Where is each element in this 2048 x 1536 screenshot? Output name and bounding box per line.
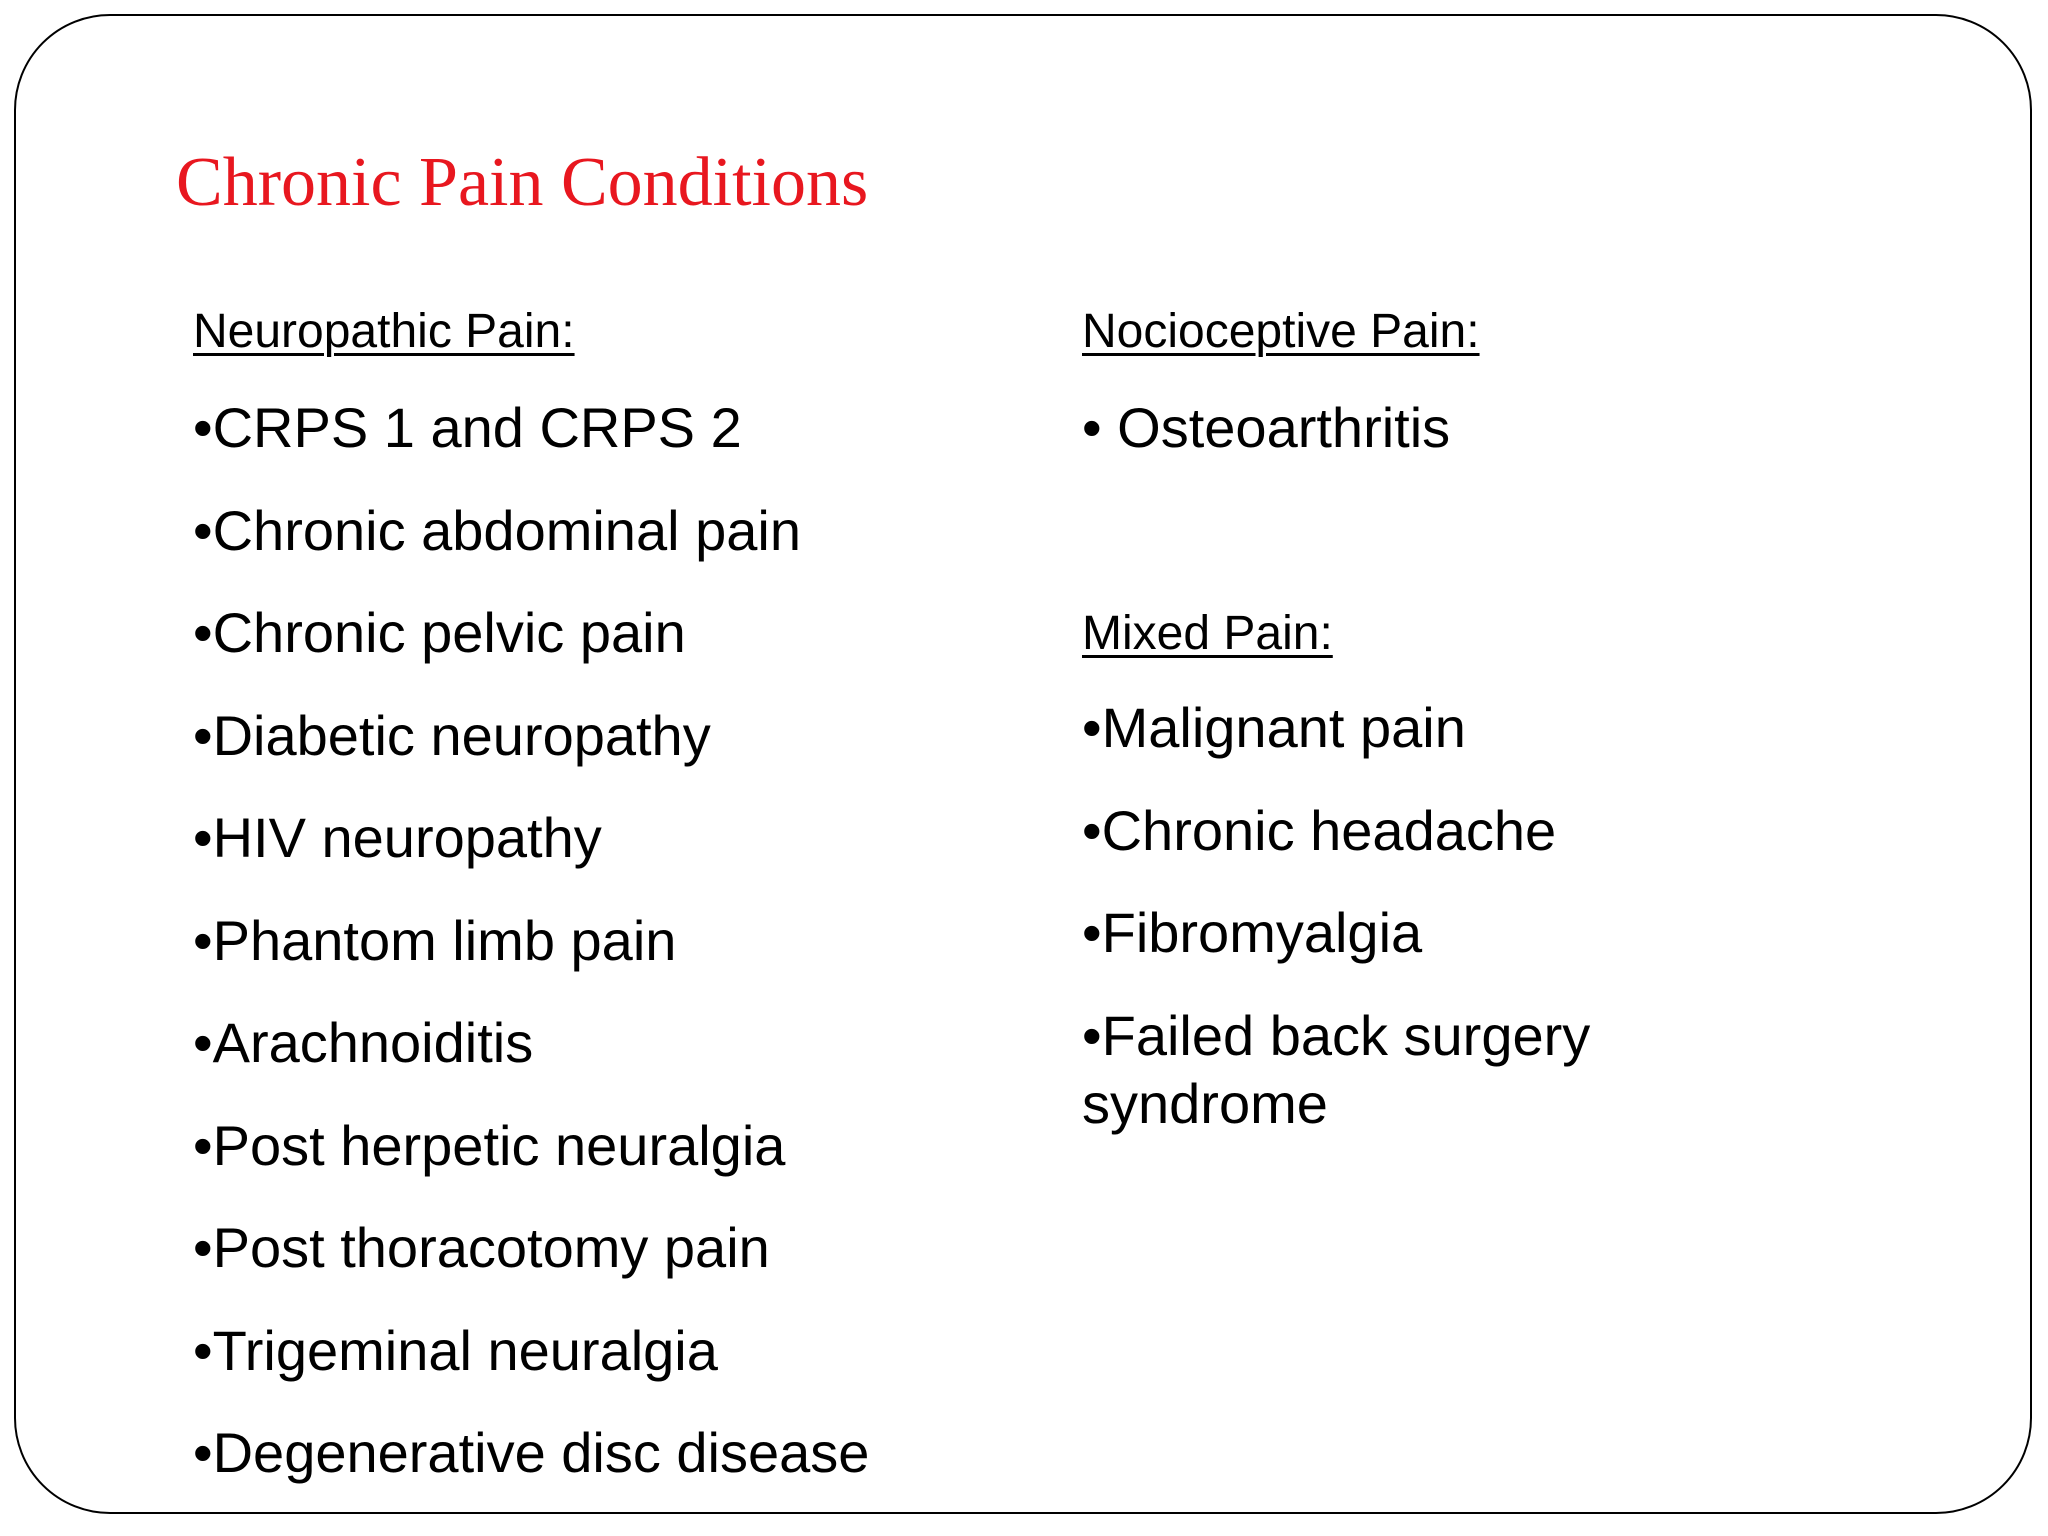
nociceptive-heading: Nocioceptive Pain: <box>1082 305 1480 358</box>
slide-title: Chronic Pain Conditions <box>176 144 869 221</box>
list-item: •Arachnoiditis <box>193 1011 534 1074</box>
list-item: •Chronic headache <box>1082 798 1557 862</box>
list-item: •HIV neuropathy <box>193 806 602 869</box>
list-item: •Chronic pelvic pain <box>193 601 686 664</box>
mixed-list <box>1082 694 1942 1138</box>
list-item: •Post thoracotomy pain <box>193 1216 770 1279</box>
list-item: •CRPS 1 and CRPS 2 <box>193 396 742 459</box>
nociceptive-list <box>1082 394 1942 462</box>
list-item: •Failed back surgery syndrome <box>1082 1003 1591 1135</box>
neuropathic-list <box>193 394 993 1487</box>
list-item: •Diabetic neuropathy <box>193 703 711 767</box>
list-item: •Trigeminal neuralgia <box>193 1318 718 1382</box>
list-item: • Osteoarthritis <box>1082 396 1451 459</box>
list-item: •Malignant pain <box>1082 696 1466 759</box>
right-column <box>1082 302 1942 1172</box>
list-item: •Chronic abdominal pain <box>193 498 801 562</box>
mixed-heading: Mixed Pain: <box>1082 607 1333 660</box>
list-item: •Post herpetic neuralgia <box>193 1113 786 1177</box>
list-item: •Phantom limb pain <box>193 908 677 972</box>
slide-frame <box>14 14 2032 1514</box>
neuropathic-heading: Neuropathic Pain: <box>193 305 575 358</box>
list-item: •Fibromyalgia <box>1082 901 1423 964</box>
neuropathic-column <box>193 302 993 1514</box>
list-item: •Degenerative disc disease <box>193 1421 870 1484</box>
